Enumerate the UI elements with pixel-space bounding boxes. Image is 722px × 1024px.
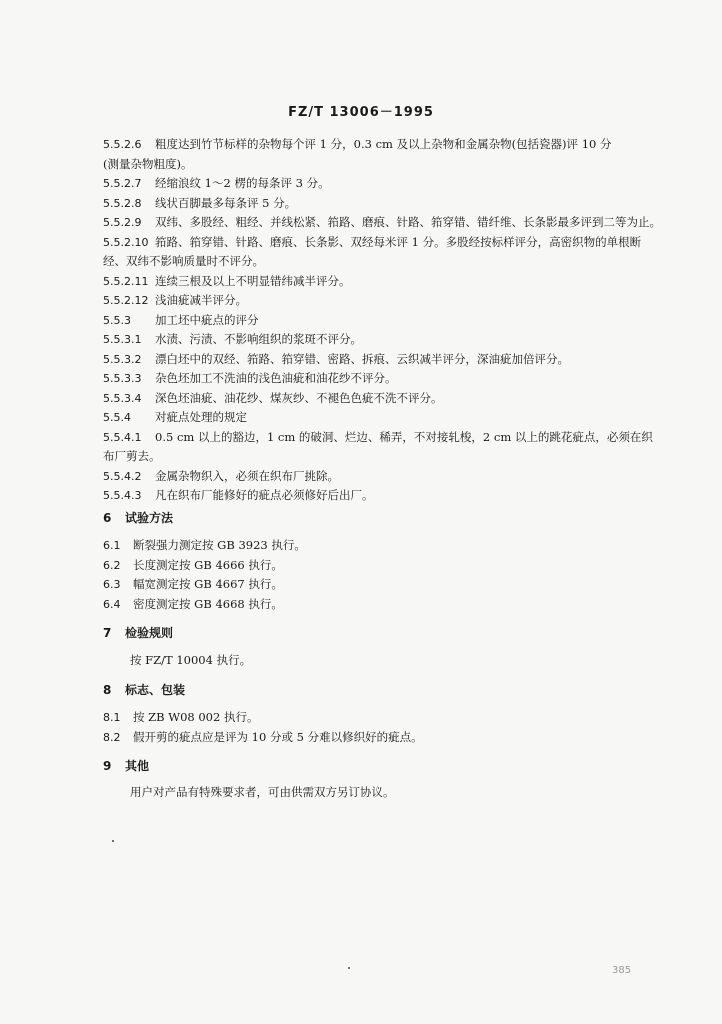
clause-row [103, 292, 247, 309]
test-method-number: 6.3 [103, 578, 121, 591]
page-number: 385 [612, 965, 632, 976]
clause-text: 对疵点处理的规定 [155, 410, 247, 424]
clause-text: 连续三根及以上不明显错纬减半评分。 [155, 273, 351, 288]
section-7-text: 按 FZ/T 10004 执行。 [130, 653, 252, 667]
clause-text: 浅油疵减半评分。 [155, 293, 247, 307]
page-header: FZ/T 13006－1995 [288, 105, 434, 120]
scan-speck [348, 967, 350, 969]
clause-number: 5.5.2.6 [103, 138, 142, 151]
clause-row [103, 429, 653, 446]
clause-row [103, 409, 247, 426]
marking-text: 假开剪的疵点应是评为 10 分或 5 分难以修织好的疵点。 [133, 729, 423, 744]
clause-row [103, 253, 264, 269]
clause-row [103, 214, 661, 231]
marking-row [103, 729, 423, 746]
test-method-text: 长度测定按 GB 4666 执行。 [133, 557, 283, 572]
clause-number: 5.5.4.2 [103, 469, 142, 483]
clause-text: 布厂剪去。 [103, 449, 161, 463]
clause-number: 5.5.2.8 [103, 196, 142, 210]
test-method-row [103, 576, 283, 593]
clause-row [103, 156, 192, 172]
clause-number: 5.5.3.1 [103, 333, 142, 346]
test-method-text: 密度测定按 GB 4668 执行。 [133, 596, 283, 611]
clause-row [103, 487, 374, 504]
clause-text: 经、双纬不影响质量时不评分。 [103, 254, 264, 268]
test-method-row [103, 596, 283, 613]
clause-row [103, 351, 569, 368]
clause-text: 0.5 cm 以上的豁边，1 cm 的破洞、烂边、稀弄，不对接轧梭，2 cm 以上的跳花疵点，必须在织 [155, 429, 653, 444]
clause-row [103, 370, 397, 387]
clause-row [103, 312, 259, 329]
clause-number: 5.5.3 [103, 313, 131, 327]
clause-row [103, 195, 296, 212]
clause-text: 筘路、筘穿错、针路、磨痕、长条影、双经每米评 1 分。多股经按标样评分，高密织物的单根断 [155, 234, 642, 249]
clause-row [103, 175, 330, 192]
clause-text: 凡在织布厂能修好的疵点必须修好后出厂。 [155, 488, 374, 502]
clause-text: 金属杂物织入，必须在织布厂挑除。 [155, 468, 339, 483]
clause-number: 5.5.4.1 [103, 430, 142, 444]
test-method-number: 6.4 [103, 597, 121, 611]
clause-row [103, 390, 443, 407]
clause-number: 5.5.3.4 [103, 391, 142, 405]
clause-text: 线状百脚最多每条评 5 分。 [155, 195, 297, 210]
marking-text: 按 ZB W08 002 执行。 [133, 710, 259, 724]
clause-text: 经缩浪纹 1～2 楞的每条评 3 分。 [155, 176, 330, 190]
marking-number: 8.2 [103, 730, 121, 744]
test-method-text: 幅宽测定按 GB 4667 执行。 [133, 577, 283, 591]
clause-text: 双纬、多股经、粗经、并线松紧、筘路、磨痕、针路、筘穿错、错纤维、长条影最多评到二等为止。 [155, 215, 661, 229]
clause-text: 漂白坯中的双经、筘路、筘穿错、密路、拆痕、云织减半评分，深油疵加倍评分。 [155, 351, 569, 366]
clause-row [103, 273, 351, 290]
clause-number: 5.5.2.7 [103, 177, 142, 190]
test-method-number: 6.2 [103, 558, 121, 572]
section-8-heading: 8 标志、包装 [103, 683, 186, 697]
test-method-number: 6.1 [103, 539, 121, 552]
clause-text: (测量杂物粗度)。 [103, 156, 193, 171]
section-6-heading: 6 试验方法 [103, 511, 174, 525]
clause-row [103, 234, 641, 251]
clause-text: 水渍、污渍、不影响组织的浆斑不评分。 [155, 332, 362, 346]
clause-number: 5.5.4.3 [103, 489, 142, 502]
clause-number: 5.5.2.9 [103, 216, 142, 229]
clause-text: 深色坯油疵、油花纱、煤灰纱、不褪色色疵不洗不评分。 [155, 390, 443, 405]
clause-row [103, 331, 362, 348]
clause-text: 粗度达到竹节标样的杂物每个评 1 分，0.3 cm 及以上杂物和金属杂物(包括瓷器)评 10 分 [155, 137, 612, 151]
clause-number: 5.5.2.12 [103, 294, 149, 307]
test-method-text: 断裂强力测定按 GB 3923 执行。 [133, 538, 306, 552]
clause-row [103, 136, 612, 153]
clause-row [103, 468, 339, 485]
clause-text: 杂色坯加工不洗油的浅色油疵和油花纱不评分。 [155, 371, 397, 385]
section-9-heading: 9 其他 [103, 759, 150, 773]
clause-number: 5.5.3.3 [103, 372, 142, 385]
section-7-heading: 7 检验规则 [103, 626, 174, 640]
clause-number: 5.5.2.11 [103, 274, 149, 288]
marking-number: 8.1 [103, 711, 121, 724]
clause-row [103, 448, 161, 464]
scan-speck [112, 840, 114, 842]
clause-number: 5.5.2.10 [103, 235, 149, 249]
marking-row [103, 709, 258, 726]
test-method-row [103, 557, 283, 574]
section-9-text: 用户对产品有特殊要求者，可由供需双方另订协议。 [130, 785, 395, 799]
test-method-row [103, 537, 306, 554]
clause-number: 5.5.4 [103, 411, 131, 424]
clause-text: 加工坯中疵点的评分 [155, 312, 259, 327]
clause-number: 5.5.3.2 [103, 352, 142, 366]
